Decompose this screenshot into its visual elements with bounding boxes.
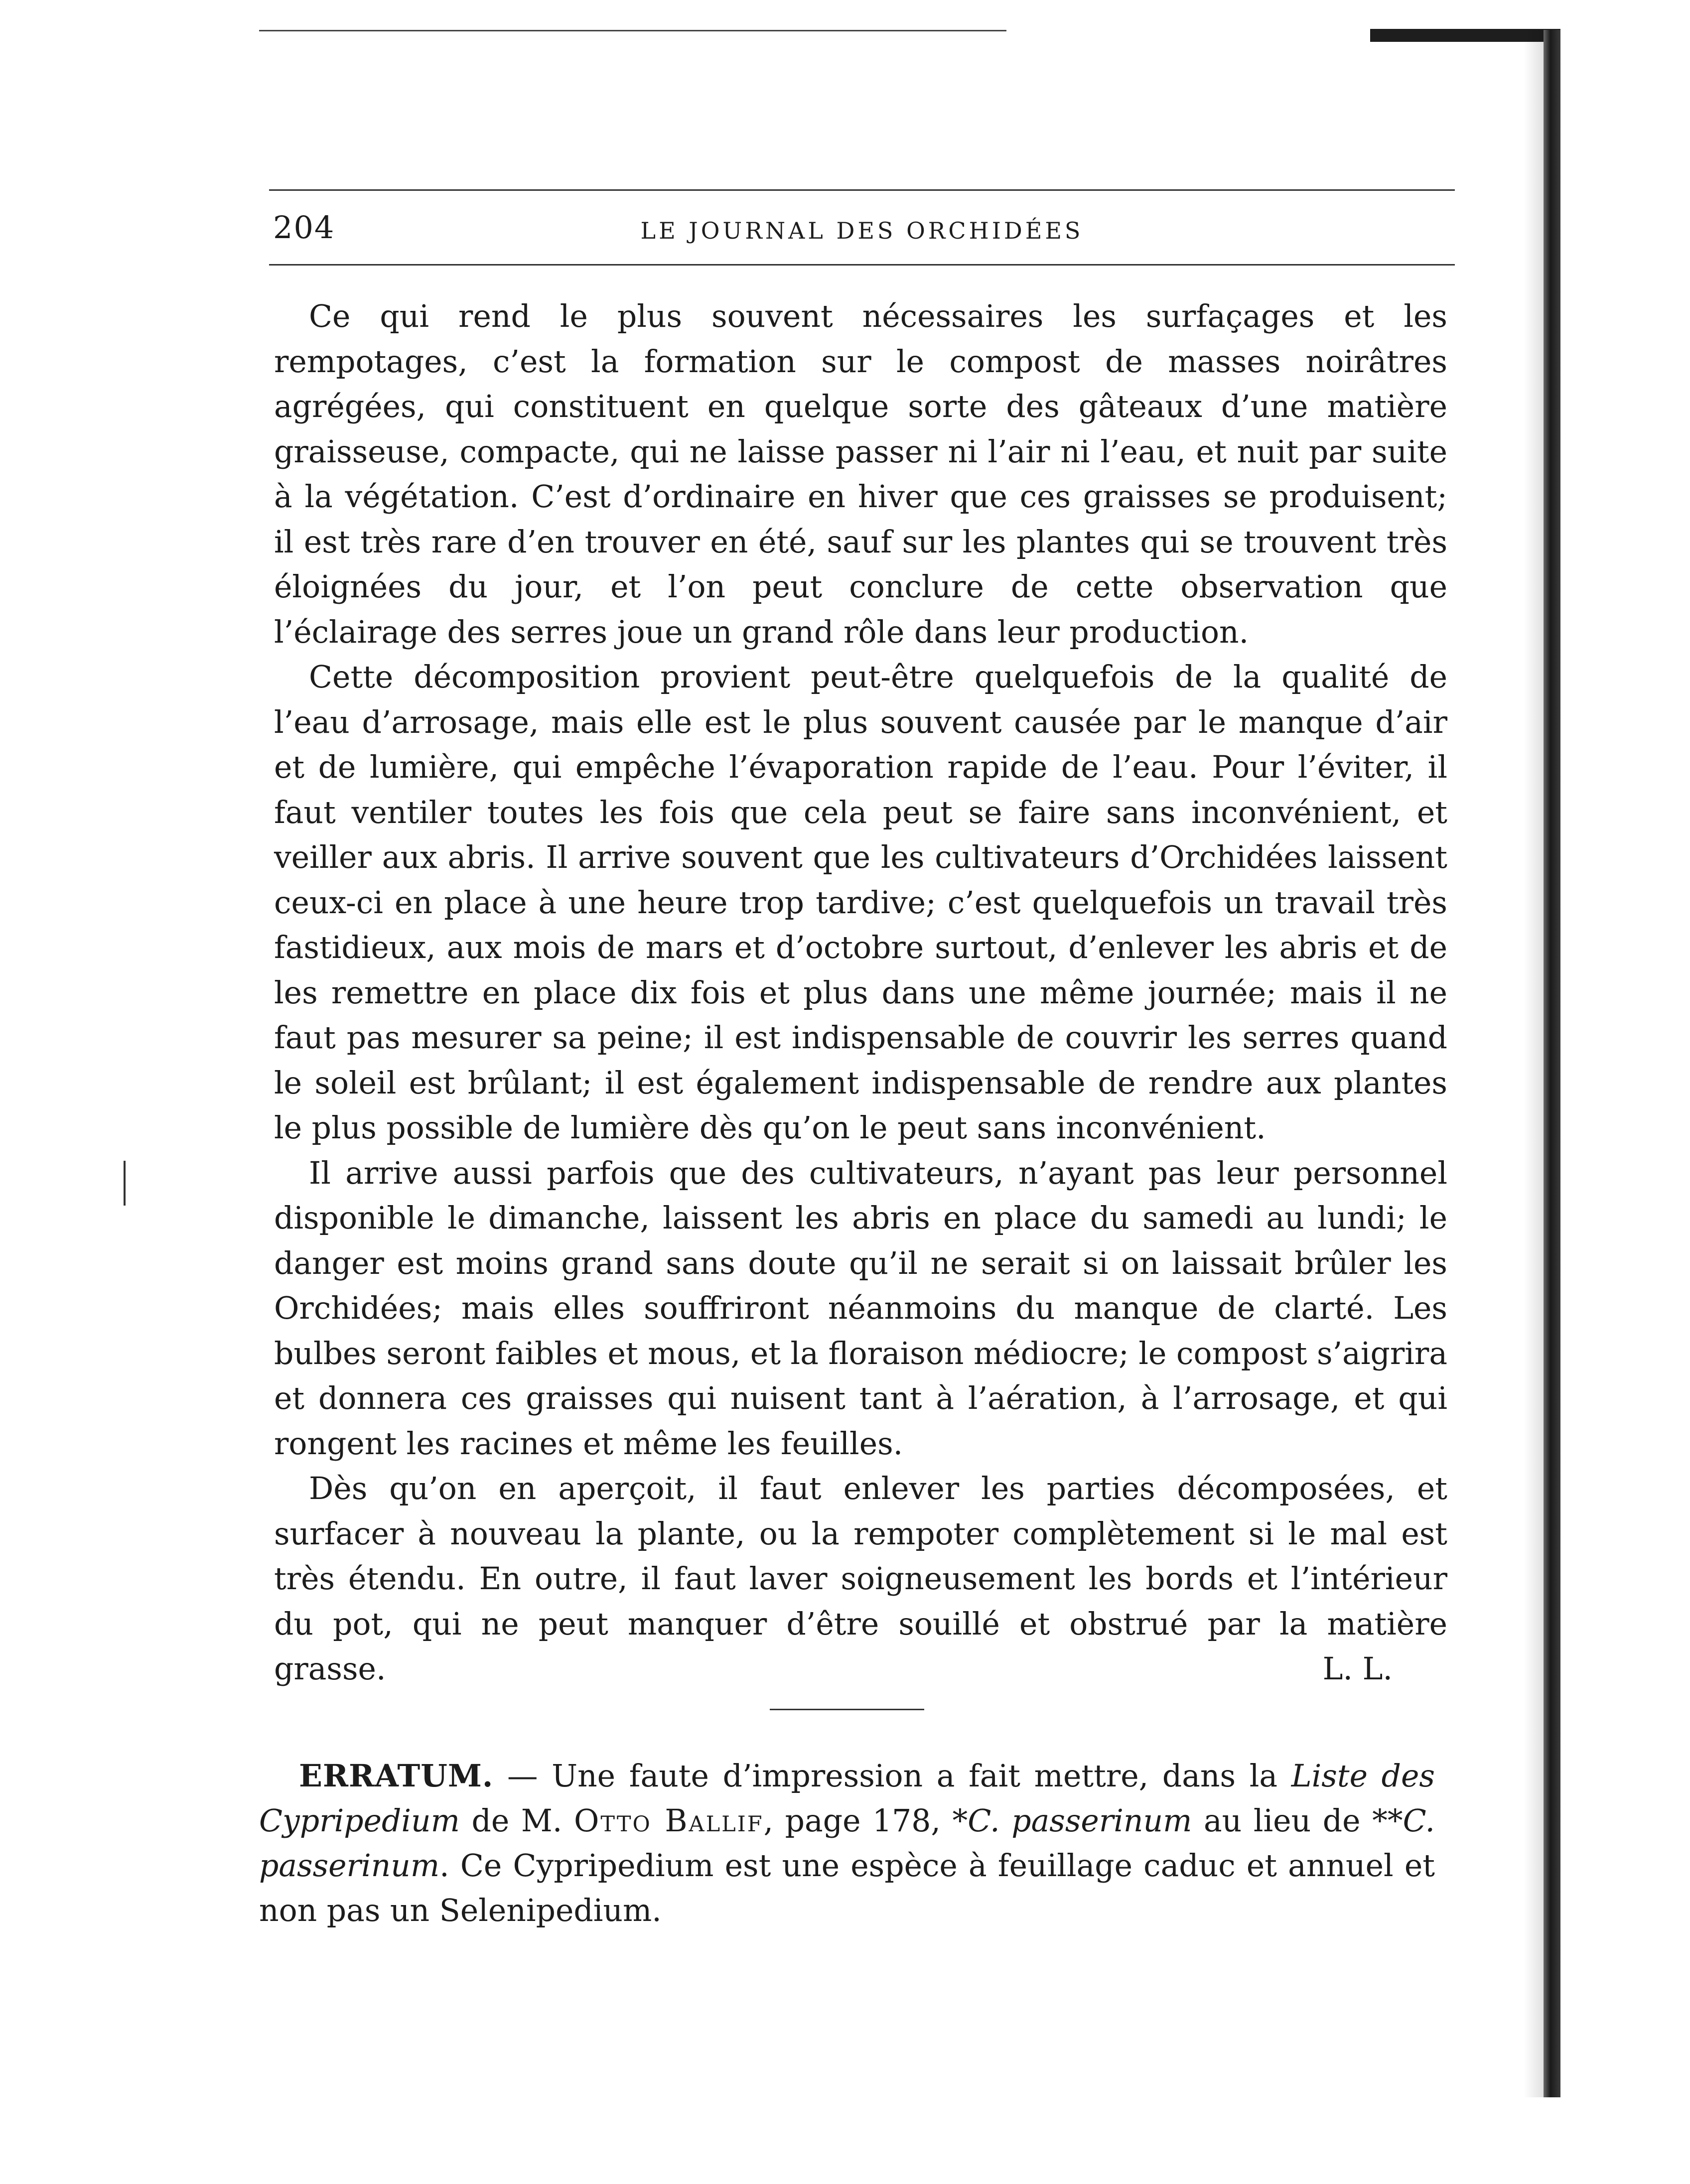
erratum-list-title: Liste des Cypripedium <box>259 1758 1435 1839</box>
erratum-text: — Une faute d’impression a fait mettre, dans la <box>493 1758 1291 1794</box>
paragraph: Il arrive aussi parfois que des cultivateurs, n’ayant pas leur personnel disponible le dimanche, laissent les abris en place du samedi au lundi; le danger est moins grand sans doute qu’il ne serait si on laissait brûler les Orchidées; mais elles souffriront néanmoins du manque de clarté. Les bulbes seront faibles et mous, et la floraison médiocre; le compost s’aigrira et donnera ces graisses qui nuisent tant à l’aération, à l’arrosage, et qui rongent les racines et même les feuilles. <box>274 1155 1447 1462</box>
scan-edge-right <box>1544 30 1560 2097</box>
author-signature: L. L. <box>1322 1651 1393 1687</box>
page-header <box>269 209 1455 254</box>
erratum-paragraph <box>259 1754 1435 1933</box>
paragraph: Ce qui rend le plus souvent nécessaires les surfaçages et les rempotages, c’est la formation sur le compost de masses noirâtres agrégées, qui constituent en quelque sorte des gâteaux d’une matière graisseuse, compacte, qui ne laisse passer ni l’air ni l’eau, et nuit par suite à la végétation. C’est d’ordinaire en hiver que ces graisses se produisent; il est très rare d’en trouver en été, sauf sur les plantes qui se trouvent très éloignées du jour, et l’on peut conclure de cette observation que l’éclairage des serres joue un grand rôle dans leur production. <box>274 298 1447 650</box>
erratum-text: . Ce Cypripedium est une espèce à feuillage caduc et annuel et non pas un Selenipedium. <box>259 1848 1435 1928</box>
scan-shadow-right <box>1524 30 1544 2097</box>
paragraph <box>274 1466 1447 1692</box>
paragraph: Cette décomposition provient peut-être quelquefois de la qualité de l’eau d’arrosage, mais elle est le plus souvent causée par le manque d’air et de lumière, qui empêche l’évaporation rapide de l’eau. Pour l’éviter, il faut ventiler toutes les fois que cela peut se faire sans inconvénient, et veiller aux abris. Il arrive souvent que les cultivateurs d’Orchidées laissent ceux-ci en place à une heure trop tardive; c’est quelquefois un travail très fastidieux, aux mois de mars et d’octobre surtout, d’enlever les abris et de les remettre en place dix fois et plus dans une même journée; mais il ne faut pas mesurer sa peine; il est indispensable de couvrir les serres quand le soleil est brûlant; il est également indispensable de rendre aux plantes le plus possible de lumière dès qu’on le peut sans inconvénient. <box>274 659 1447 1146</box>
scan-mark-left <box>124 1161 126 1206</box>
page-number: 204 <box>273 209 335 246</box>
header-rule-bottom <box>269 264 1455 266</box>
running-title: LE JOURNAL DES ORCHIDÉES <box>640 217 1084 244</box>
erratum-author: Otto Ballif <box>573 1803 764 1839</box>
erratum-text: de M. <box>459 1803 574 1839</box>
erratum-note <box>259 1754 1435 1933</box>
section-divider <box>770 1709 924 1710</box>
erratum-species-wrong: *C. passerinum <box>952 1803 1192 1839</box>
paragraph-text: Dès qu’on en aperçoit, il faut enlever les parties décomposées, et surfacer à nouveau la plante, ou la rempoter complètement si le mal est très étendu. En outre, il faut laver soigneusement les bords et l’intérieur du pot, qui ne peut manquer d’être souillé et obstrué par la matière grasse. <box>274 1471 1447 1687</box>
erratum-text: au lieu de <box>1192 1803 1373 1839</box>
scan-edge-top <box>259 30 1006 31</box>
erratum-species-correct: **C. passerinum <box>259 1803 1435 1884</box>
article-body <box>274 294 1447 1692</box>
erratum-text: , page 178, <box>763 1803 953 1839</box>
erratum-label: ERRATUM. <box>299 1758 494 1794</box>
header-rule-top <box>269 189 1455 191</box>
